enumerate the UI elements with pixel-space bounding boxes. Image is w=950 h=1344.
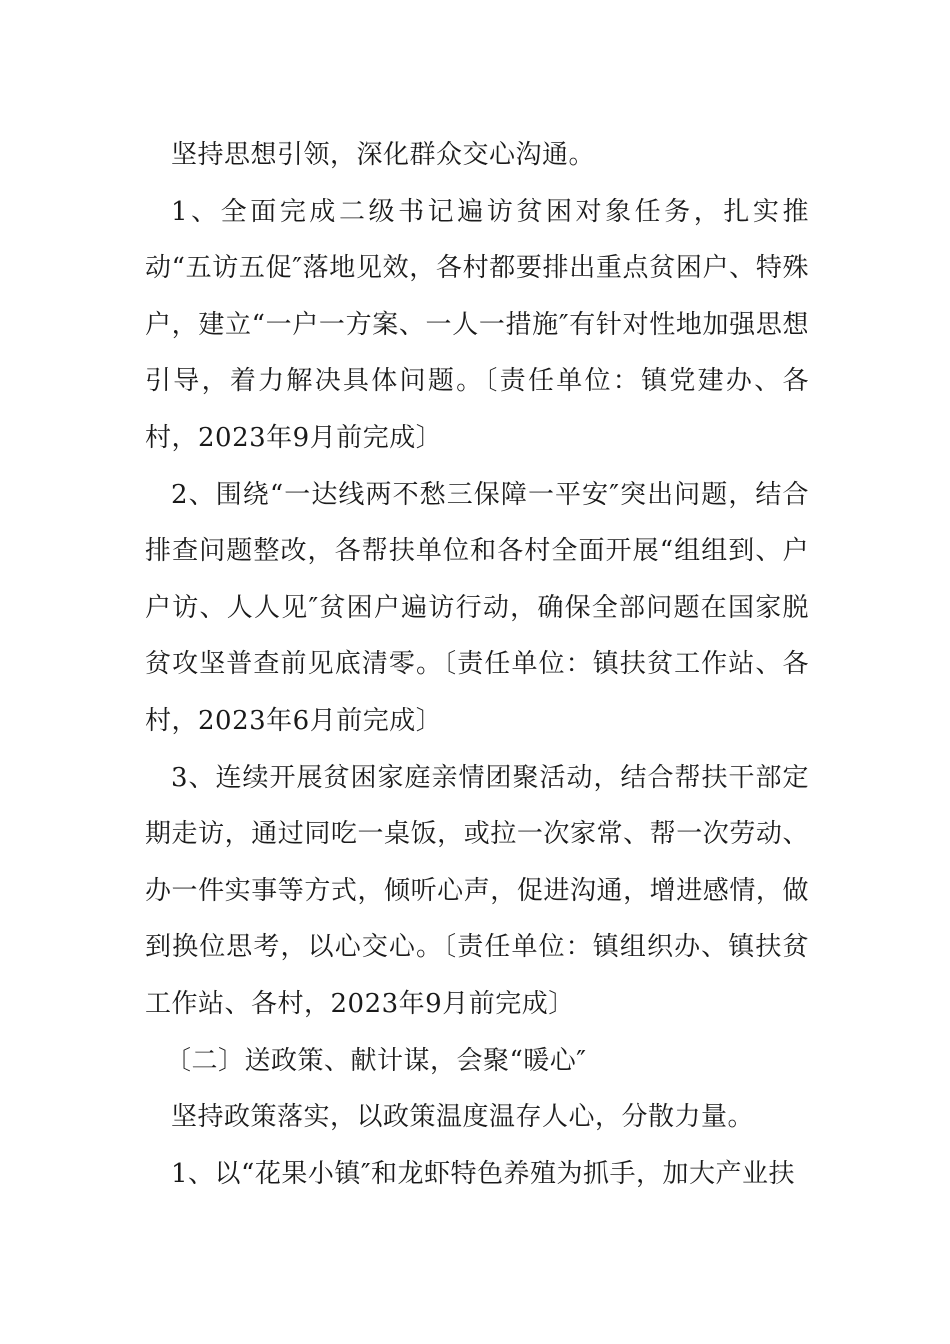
section-heading-2: 〔二〕送政策、献计谋，会聚“暖心″ [165, 1045, 587, 1076]
paragraph-section-2-item-1: 1、以“花果小镇″和龙虾特色养殖为抓手，加大产业扶 [171, 1158, 796, 1189]
document-body [145, 127, 809, 1202]
paragraph-item-3: 3、连续开展贫困家庭亲情团聚活动，结合帮扶干部定期走访，通过同吃一桌饭，或拉一次家常、帮一次劳动、办一件实事等方式，倾听心声，促进沟通，增进感情，做到换位思考，以心交心。〔责任单位：镇组织办、镇扶贫工作站、各村，2023年9月前完成〕 [145, 762, 809, 1019]
paragraph-section-2-intro: 坚持政策落实，以政策温度温存人心，分散力量。 [171, 1102, 755, 1133]
paragraph-item-1: 1、全面完成二级书记遍访贫困对象任务，扎实推动“五访五促″落地见效，各村都要排出重点贫困户、特殊户，建立“一户一方案、一人一措施″有针对性地加强思想引导，着力解决具体问题。〔责任单位：镇党建办、各村，2023年9月前完成〕 [145, 196, 809, 453]
paragraph-item-2: 2、围绕“一达线两不愁三保障一平安″突出问题，结合排查问题整改，各帮扶单位和各村全面开展“组组到、户户访、人人见″贫困户遍访行动，确保全部问题在国家脱贫攻坚普查前见底清零。〔责任单位：镇扶贫工作站、各村，2023年6月前完成〕 [145, 479, 809, 736]
paragraph-intro: 坚持思想引领，深化群众交心沟通。 [171, 140, 596, 170]
